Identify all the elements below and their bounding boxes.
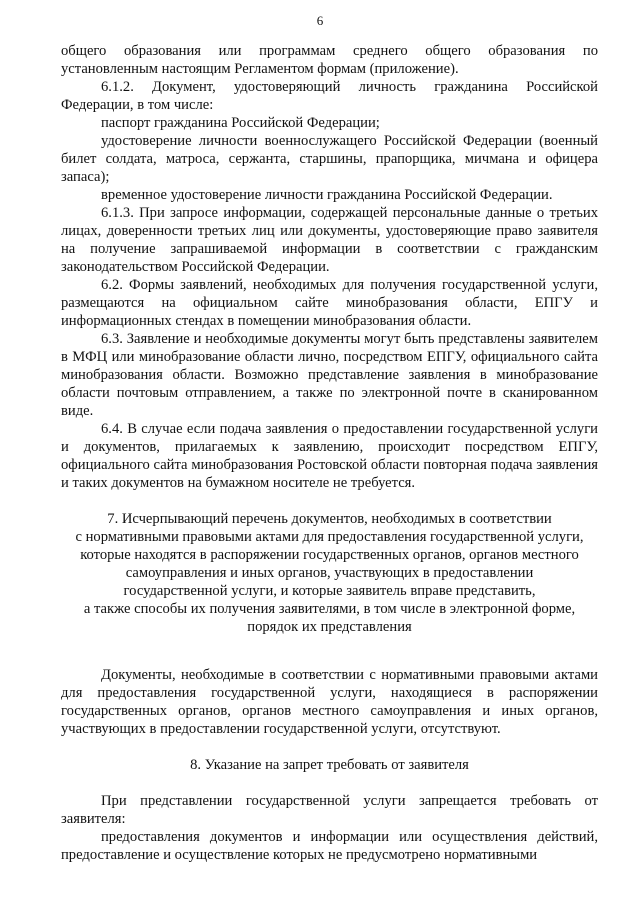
paragraph-6-1-2: 6.1.2. Документ, удостоверяющий личность гражданина Российской Федерации, в том числе: xyxy=(61,79,598,113)
paragraph-6-2: 6.2. Формы заявлений, необходимых для получения государственной услуги, размещаются на официальном сайте минобразования области, ЕПГУ и информационных стендах в помещении минобразования области. xyxy=(61,277,598,329)
spacer xyxy=(61,738,598,756)
heading-line: государственной услуги, и которые заявитель вправе представить, xyxy=(123,583,536,599)
paragraph-section-8-item: предоставления документов и информации или осуществления действий, предоставление и осуществление которых не предусмотрено нормативными xyxy=(61,829,598,863)
page-number: 6 xyxy=(316,13,324,28)
list-item-temporary-id: временное удостоверение личности гражданина Российской Федерации. xyxy=(101,187,553,203)
list-item-passport: паспорт гражданина Российской Федерации; xyxy=(101,115,380,131)
section-heading-7 xyxy=(61,510,598,636)
paragraph-6-4: 6.4. В случае если подача заявления о предоставлении государственной услуги и документов, прилагаемых к заявлению, происходит посредством ЕПГУ, официального сайта минобразования Ростовской области повторная подача заявления и таких документов на бумажном носителе не требуется. xyxy=(61,421,598,491)
paragraph-section-7-body: Документы, необходимые в соответствии с нормативными правовыми актами для предоставления государственной услуги, находящиеся в распоряжении государственных органов, органов местного самоуправления и иных органов, участвующих в предоставлении государственной услуги, отсутствуют. xyxy=(61,667,598,737)
document-body xyxy=(61,42,598,864)
heading-line: с нормативными правовыми актами для предоставления государственной услуги, xyxy=(75,529,584,545)
heading-line: порядок их представления xyxy=(247,619,412,635)
list-item-military-id: удостоверение личности военнослужащего Российской Федерации (военный билет солдата, матроса, сержанта, старшины, прапорщика, мичмана и офицера запаса); xyxy=(61,133,598,185)
paragraph-continuation: общего образования или программам среднего общего образования по установленным настоящим Регламентом формам (приложение). xyxy=(61,43,598,77)
section-heading-8: 8. Указание на запрет требовать от заявителя xyxy=(190,757,469,773)
spacer xyxy=(61,654,598,666)
paragraph-6-3: 6.3. Заявление и необходимые документы могут быть представлены заявителем в МФЦ или минобразование области лично, посредством ЕПГУ, официального сайта минобразования области. Возможно представление заявления в минобразование области почтовым отправлением, а также по электронной почте в сканированном виде. xyxy=(61,331,598,419)
heading-line: которые находятся в распоряжении государственных органов, органов местного xyxy=(80,547,579,563)
heading-line: самоуправления и иных органов, участвующих в предоставлении xyxy=(125,565,534,581)
paragraph-section-8-intro: При представлении государственной услуги запрещается требовать от заявителя: xyxy=(61,793,598,827)
spacer xyxy=(61,636,598,654)
paragraph-6-1-3: 6.1.3. При запросе информации, содержащей персональные данные о третьих лицах, доверенности третьих лиц или документы, удостоверяющие право заявителя на получение запрашиваемой информации в соответствии с гражданским законодательством Российской Федерации. xyxy=(61,205,598,275)
heading-line: 7. Исчерпывающий перечень документов, необходимых в соответствии xyxy=(107,511,552,527)
heading-line: а также способы их получения заявителями, в том числе в электронной форме, xyxy=(83,601,576,617)
spacer xyxy=(61,774,598,792)
